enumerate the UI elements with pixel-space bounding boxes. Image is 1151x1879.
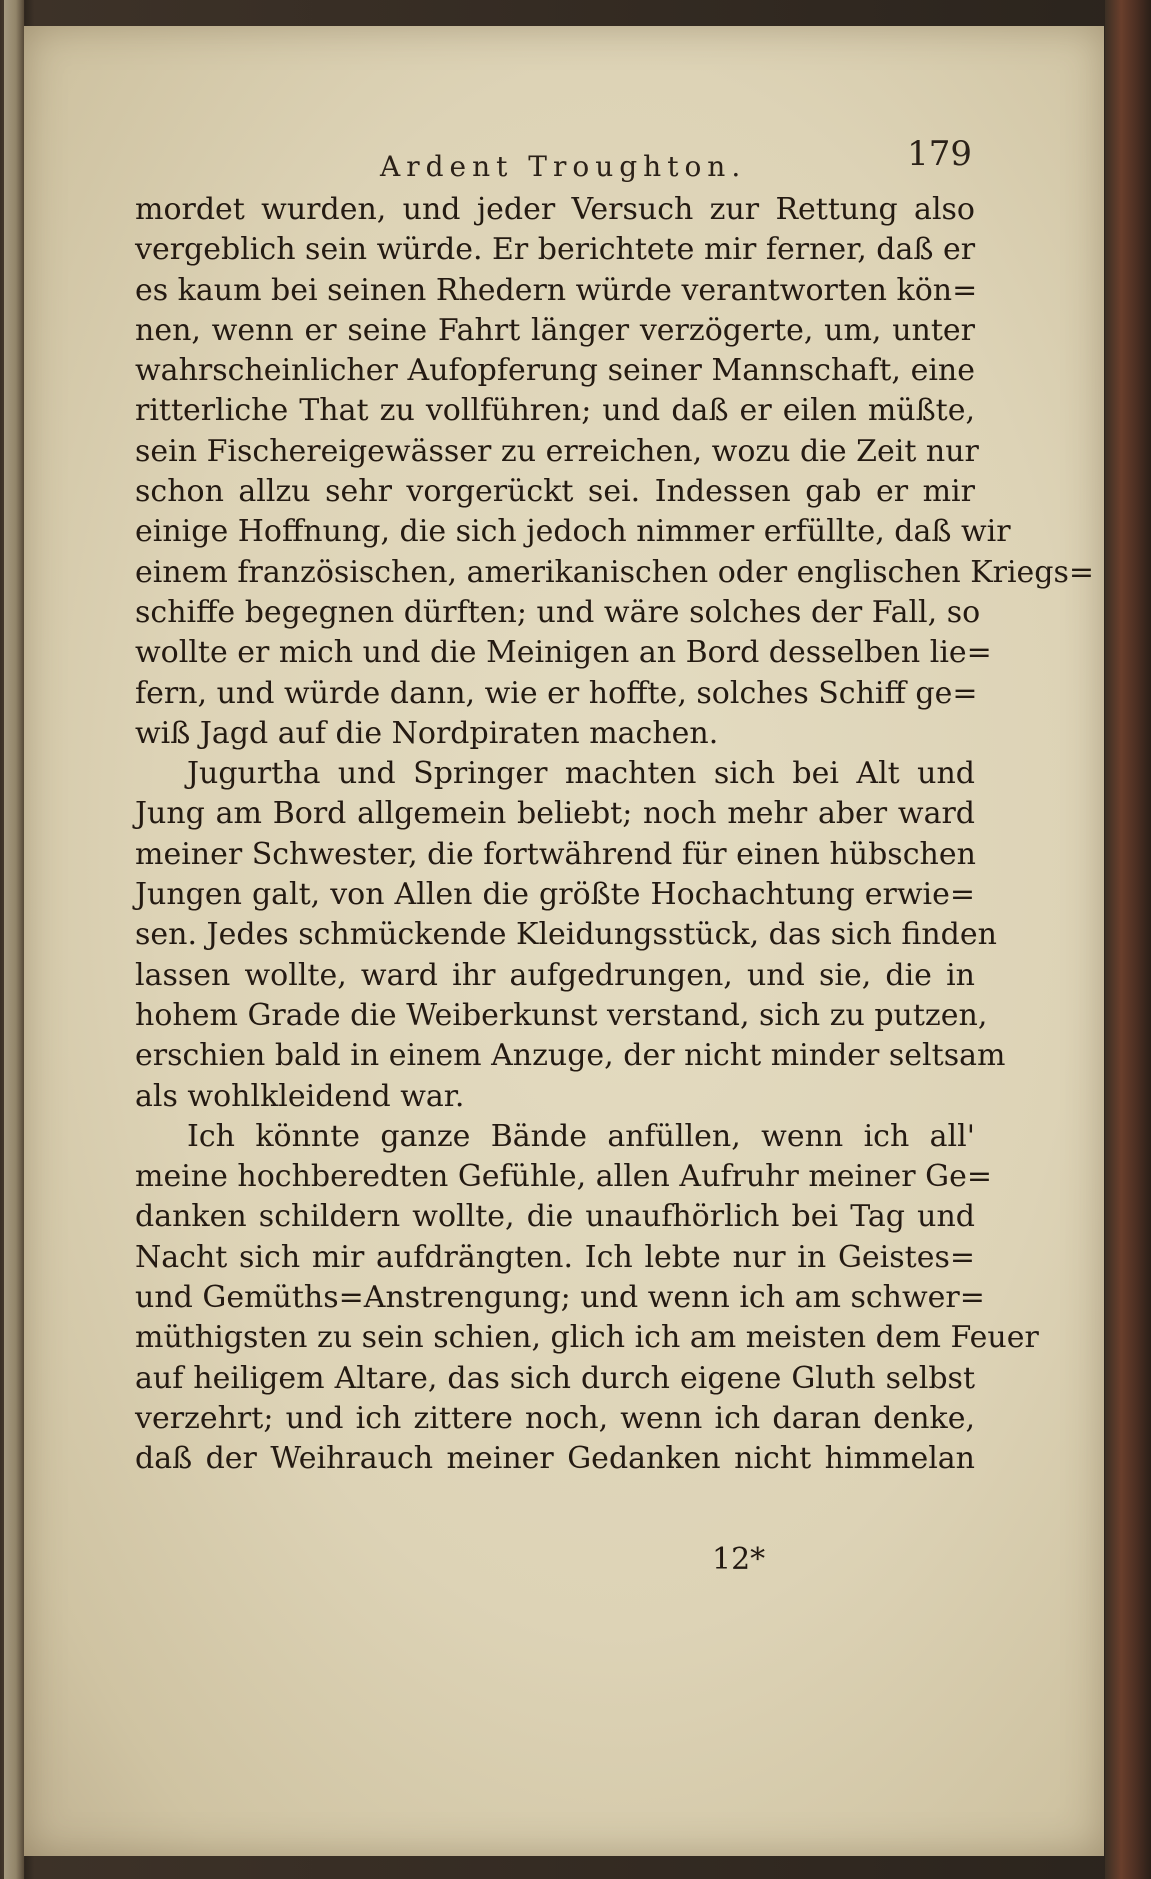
book-cover-edge: [1105, 0, 1151, 1879]
text-line: daß der Weihrauch meiner Gedanken nicht himmelan: [135, 1441, 975, 1477]
left-page-edge: [4, 0, 24, 1879]
text-line: lassen wollte, ward ihr aufgedrungen, und sie, die in: [135, 957, 975, 993]
page-header: [380, 128, 1000, 188]
text-line: nen, wenn er seine Fahrt länger verzögerte, um, unter: [135, 312, 975, 348]
text-line: mordet wurden, und jeder Versuch zur Rettung also: [135, 192, 975, 227]
text-line: danken schildern wollte, die unaufhörlich bei Tag und: [135, 1199, 975, 1235]
running-head: Ardent Troughton.: [380, 150, 747, 183]
text-line: Jungen galt, von Allen die größte Hochachtung erwie=: [135, 877, 975, 913]
text-line: sein Fischereigewässer zu erreichen, wozu die Zeit nur: [135, 433, 979, 469]
text-line: einige Hoffnung, die sich jedoch nimmer erfüllte, daß wir: [135, 514, 1011, 550]
text-line: Jugurtha und Springer machten sich bei Alt und: [187, 756, 975, 792]
page-number: 179: [907, 134, 972, 174]
text-line: wollte er mich und die Meinigen an Bord desselben lie=: [135, 635, 992, 671]
text-line: verzehrt; und ich zittere noch, wenn ich daran denke,: [135, 1400, 975, 1436]
text-line: vergeblich sein würde. Er berichtete mir ferner, daß er: [135, 232, 976, 268]
text-line: wiß Jagd auf die Nordpiraten machen.: [135, 715, 719, 751]
text-line: Jung am Bord allgemein beliebt; noch mehr aber ward: [135, 796, 975, 832]
text-line: Nacht sich mir aufdrängten. Ich lebte nur in Geistes=: [135, 1239, 975, 1275]
text-line: erschien bald in einem Anzuge, der nicht minder seltsam: [135, 1038, 1006, 1074]
body-text: [135, 190, 1095, 1480]
text-line: es kaum bei seinen Rhedern würde verantworten kön=: [135, 272, 978, 308]
signature-mark: 12*: [712, 1542, 766, 1577]
text-line: meine hochberedten Gefühle, allen Aufruhr meiner Ge=: [135, 1159, 992, 1195]
text-line: und Gemüths=Anstrengung; und wenn ich am schwer=: [135, 1280, 985, 1316]
text-line: sen. Jedes schmückende Kleidungsstück, das sich finden: [135, 917, 997, 953]
text-line: wahrscheinlicher Aufopferung seiner Mannschaft, eine: [135, 353, 975, 389]
text-line: ritterliche That zu vollführen; und daß er eilen müßte,: [135, 393, 975, 429]
text-line: hohem Grade die Weiberkunst verstand, sich zu putzen,: [135, 997, 988, 1033]
text-line: als wohlkleidend war.: [135, 1078, 465, 1114]
text-line: schiffe begegnen dürften; und wäre solches der Fall, so: [135, 594, 981, 630]
text-line: müthigsten zu sein schien, glich ich am meisten dem Feuer: [135, 1320, 1039, 1356]
text-line: auf heiligem Altare, das sich durch eigene Gluth selbst: [135, 1360, 975, 1396]
text-line: schon allzu sehr vorgerückt sei. Indessen gab er mir: [135, 474, 975, 510]
text-line: fern, und würde dann, wie er hoffte, solches Schiff ge=: [135, 675, 978, 711]
text-line: einem französischen, amerikanischen oder englischen Kriegs=: [135, 554, 1095, 590]
text-line: Ich könnte ganze Bände anfüllen, wenn ich all': [187, 1118, 975, 1154]
text-line: meiner Schwester, die fortwährend für einen hübschen: [135, 836, 976, 872]
